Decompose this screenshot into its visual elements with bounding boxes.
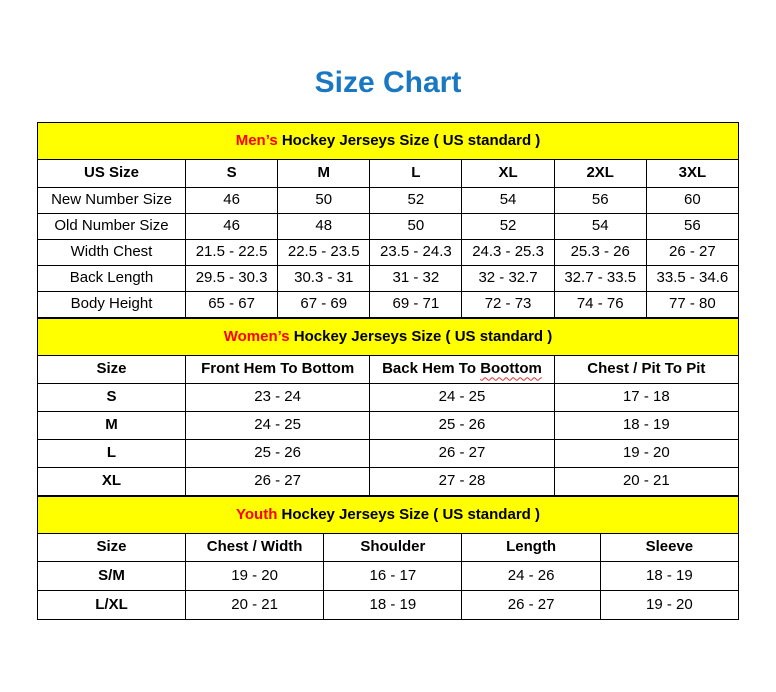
youth-section-title-rest: Hockey Jerseys Size ( US standard ) [277, 505, 540, 523]
mens-value-cell: 65 - 67 [186, 292, 278, 318]
womens-column-header-0 [37, 356, 185, 384]
womens-row-label: S [37, 384, 185, 412]
youth-section-highlight: Youth [235, 505, 278, 523]
mens-value-cell: 50 [370, 214, 462, 240]
youth-value-cell: 20 - 21 [185, 591, 323, 620]
womens-size-table [37, 318, 739, 496]
mens-value-cell: 46 [186, 214, 278, 240]
mens-value-cell: 54 [462, 188, 554, 214]
womens-column-header-1 [185, 356, 369, 384]
mens-section-header [38, 123, 739, 160]
mens-row-label: Body Height [38, 292, 186, 318]
womens-column-header-3 [554, 356, 738, 384]
mens-value-cell: 29.5 - 30.3 [186, 266, 278, 292]
youth-section-band-row [37, 497, 738, 534]
youth-value-cell: 24 - 26 [462, 562, 600, 591]
mens-row-label: New Number Size [38, 188, 186, 214]
mens-value-cell: 52 [462, 214, 554, 240]
mens-column-header-3 [370, 160, 462, 188]
mens-column-header-row [38, 160, 739, 188]
youth-value-cell: 19 - 20 [600, 591, 738, 620]
mens-value-cell: 67 - 69 [278, 292, 370, 318]
mens-value-cell: 33.5 - 34.6 [646, 266, 738, 292]
column-header-label: Size [96, 360, 127, 378]
column-header-label: US Size [83, 164, 140, 182]
womens-value-cell: 27 - 28 [370, 468, 554, 496]
page-title: Size Chart [314, 66, 462, 99]
mens-table-row [38, 292, 739, 318]
column-header-label: Shoulder [360, 538, 426, 556]
youth-column-header-row [37, 534, 738, 562]
youth-value-cell: 18 - 19 [600, 562, 738, 591]
mens-value-cell: 22.5 - 23.5 [278, 240, 370, 266]
mens-section-highlight: Men’s [235, 131, 278, 149]
womens-value-cell: 25 - 26 [185, 440, 369, 468]
mens-value-cell: 69 - 71 [370, 292, 462, 318]
womens-value-cell: 19 - 20 [554, 440, 738, 468]
womens-value-cell: 24 - 25 [185, 412, 369, 440]
womens-value-cell: 20 - 21 [554, 468, 738, 496]
mens-value-cell: 77 - 80 [646, 292, 738, 318]
womens-table-row [37, 384, 738, 412]
column-header-label: Length [506, 538, 557, 556]
mens-value-cell: 56 [646, 214, 738, 240]
mens-column-header-2 [278, 160, 370, 188]
youth-value-cell: 16 - 17 [324, 562, 462, 591]
mens-row-label: Old Number Size [38, 214, 186, 240]
mens-value-cell: 56 [554, 188, 646, 214]
womens-value-cell: 24 - 25 [370, 384, 554, 412]
mens-value-cell: 32 - 32.7 [462, 266, 554, 292]
mens-table-row [38, 240, 739, 266]
womens-value-cell: 26 - 27 [185, 468, 369, 496]
mens-value-cell: 21.5 - 22.5 [186, 240, 278, 266]
womens-section-header [37, 319, 738, 356]
womens-section-band-row [37, 319, 738, 356]
mens-value-cell: 50 [278, 188, 370, 214]
mens-table-row [38, 266, 739, 292]
womens-table-row [37, 468, 738, 496]
youth-value-cell: 19 - 20 [185, 562, 323, 591]
youth-column-header-2 [324, 534, 462, 562]
column-header-label: M [317, 164, 330, 182]
column-header-label: Back Hem To [382, 360, 481, 378]
womens-table-row [37, 412, 738, 440]
mens-section-title-rest: Hockey Jerseys Size ( US standard ) [277, 131, 541, 149]
mens-value-cell: 48 [278, 214, 370, 240]
mens-column-header-5 [554, 160, 646, 188]
column-header-label: 2XL [586, 164, 614, 182]
mens-column-header-4 [462, 160, 554, 188]
column-header-label: Chest / Pit To Pit [587, 360, 706, 378]
womens-section-highlight: Women’s [223, 327, 290, 345]
mens-value-cell: 46 [186, 188, 278, 214]
mens-value-cell: 74 - 76 [554, 292, 646, 318]
size-tables-container [0, 122, 776, 620]
mens-value-cell: 23.5 - 24.3 [370, 240, 462, 266]
womens-row-label: M [37, 412, 185, 440]
youth-size-table [37, 496, 739, 620]
mens-table-row [38, 188, 739, 214]
youth-column-header-4 [600, 534, 738, 562]
youth-column-header-3 [462, 534, 600, 562]
mens-value-cell: 60 [646, 188, 738, 214]
mens-table-row [38, 214, 739, 240]
youth-column-header-1 [185, 534, 323, 562]
column-header-label: Size [96, 538, 127, 556]
womens-value-cell: 26 - 27 [370, 440, 554, 468]
womens-column-header-row [37, 356, 738, 384]
youth-table-row [37, 591, 738, 620]
mens-value-cell: 24.3 - 25.3 [462, 240, 554, 266]
column-header-label: Front Hem To Bottom [201, 360, 355, 378]
mens-size-table [37, 122, 739, 318]
youth-value-cell: 18 - 19 [324, 591, 462, 620]
misspelled-word: Boottom [480, 360, 542, 378]
mens-column-header-6 [646, 160, 738, 188]
column-header-label: XL [498, 164, 518, 182]
youth-row-label: L/XL [37, 591, 185, 620]
youth-value-cell: 26 - 27 [462, 591, 600, 620]
mens-column-header-0 [38, 160, 186, 188]
column-header-label: S [226, 164, 237, 182]
youth-table-row [37, 562, 738, 591]
mens-value-cell: 52 [370, 188, 462, 214]
column-header-label: Chest / Width [206, 538, 303, 556]
womens-value-cell: 18 - 19 [554, 412, 738, 440]
mens-value-cell: 26 - 27 [646, 240, 738, 266]
youth-column-header-0 [37, 534, 185, 562]
mens-value-cell: 54 [554, 214, 646, 240]
column-header-label: L [411, 164, 421, 182]
mens-value-cell: 72 - 73 [462, 292, 554, 318]
mens-value-cell: 30.3 - 31 [278, 266, 370, 292]
womens-column-header-2 [370, 356, 554, 384]
womens-table-row [37, 440, 738, 468]
mens-column-header-1 [186, 160, 278, 188]
mens-row-label: Back Length [38, 266, 186, 292]
womens-row-label: L [37, 440, 185, 468]
womens-row-label: XL [37, 468, 185, 496]
mens-section-band-row [38, 123, 739, 160]
womens-value-cell: 23 - 24 [185, 384, 369, 412]
youth-row-label: S/M [37, 562, 185, 591]
mens-row-label: Width Chest [38, 240, 186, 266]
womens-value-cell: 25 - 26 [370, 412, 554, 440]
column-header-label: 3XL [678, 164, 707, 182]
mens-value-cell: 25.3 - 26 [554, 240, 646, 266]
mens-value-cell: 32.7 - 33.5 [554, 266, 646, 292]
youth-section-header [37, 497, 738, 534]
womens-value-cell: 17 - 18 [554, 384, 738, 412]
womens-section-title-rest: Hockey Jerseys Size ( US standard ) [289, 327, 553, 345]
mens-value-cell: 31 - 32 [370, 266, 462, 292]
column-header-label: Sleeve [645, 538, 694, 556]
